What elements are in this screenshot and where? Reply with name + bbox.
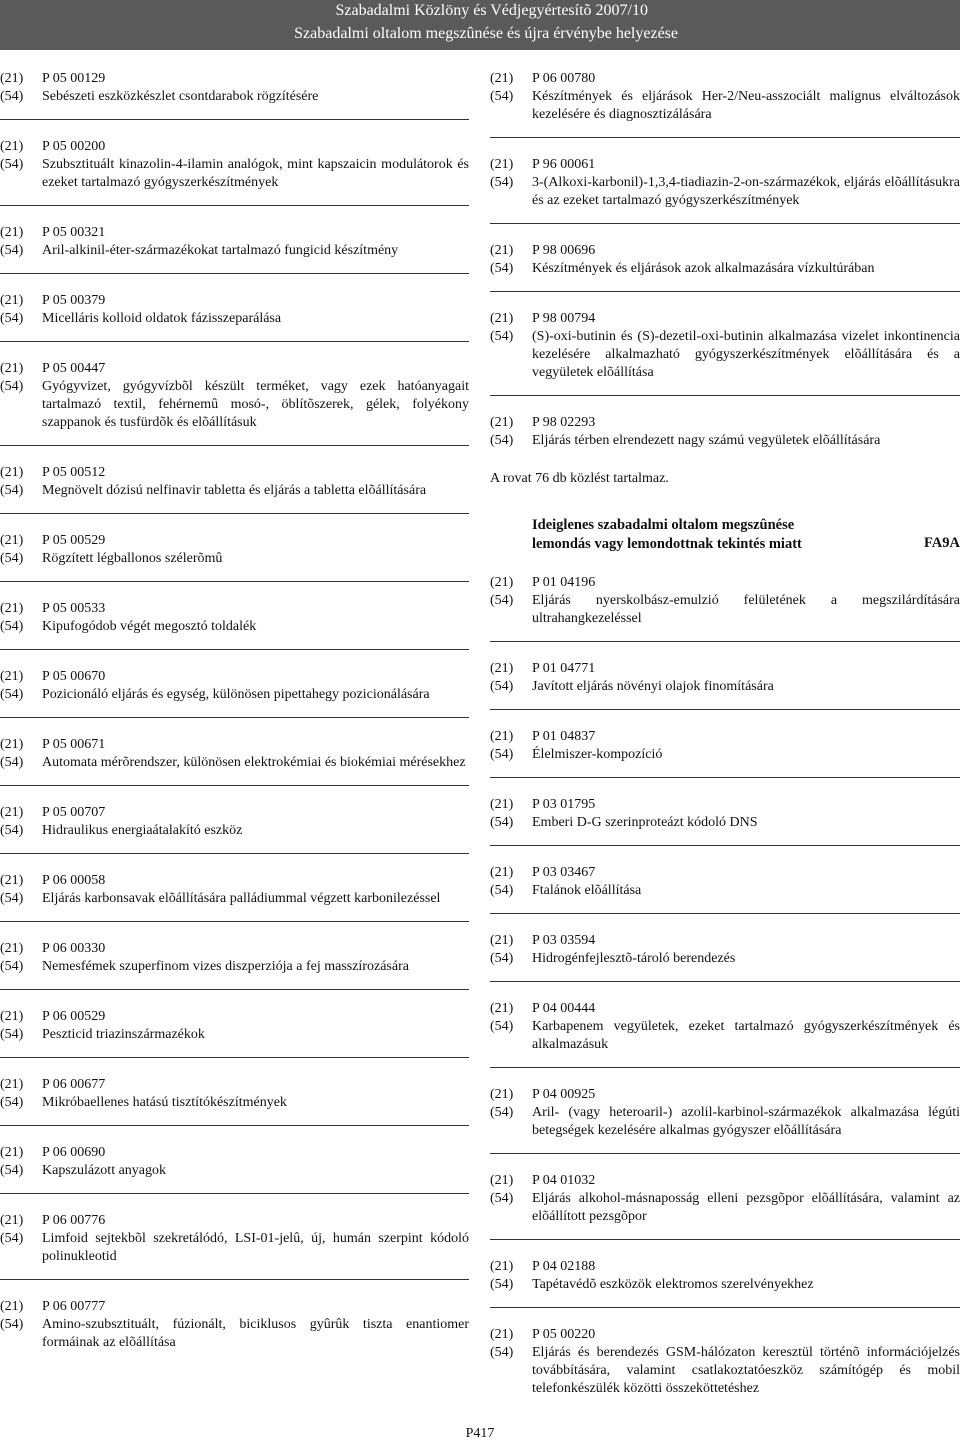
invention-title: Aril-alkinil-éter-származékokat tartalmazó fungicid készítmény <box>42 243 399 258</box>
entry-separator <box>0 785 469 786</box>
invention-title: Kipufogódob végét megosztó toldalék <box>42 619 257 634</box>
patent-entry <box>0 138 469 192</box>
subsection-header <box>490 516 960 554</box>
entry-title-line <box>490 1190 960 1226</box>
patent-entry <box>0 1212 469 1266</box>
entry-number-line <box>490 310 960 328</box>
entry-title-line <box>490 1276 960 1294</box>
application-number: P 05 00321 <box>42 225 106 240</box>
entry-title-line <box>490 260 960 278</box>
entry-number-line <box>0 872 469 890</box>
inid-code-21: (21) <box>0 1299 24 1314</box>
application-number: P 05 00671 <box>42 737 106 752</box>
entry-title-line <box>0 822 469 840</box>
page-header <box>0 0 960 50</box>
entry-number-line <box>490 242 960 260</box>
entry-number-line <box>0 1144 469 1162</box>
entry-title-line <box>0 618 469 636</box>
invention-title: Eljárás térben elrendezett nagy számú vegyületek elõállítására <box>532 433 881 448</box>
entry-number-line <box>490 70 960 88</box>
invention-title: Eljárás nyerskolbász-emulzió felületének a megszilárdítására ultrahangkezeléssel <box>532 593 960 626</box>
entry-separator <box>490 1153 960 1154</box>
application-number: P 05 00529 <box>42 533 106 548</box>
patent-entry <box>0 872 469 908</box>
inid-code-21: (21) <box>490 1087 514 1102</box>
invention-title: Aril- (vagy heteroaril-) azolil-karbinol-származékok alkalmazása légúti betegségek kezelésére alkalmas gyógyszer elõállítására <box>532 1105 960 1138</box>
entry-title-line <box>490 814 960 832</box>
entry-separator <box>490 641 960 642</box>
invention-title: Amino-szubsztituált, fúzionált, biciklusos gyûrûk tiszta enantiomer formáinak az elõállítása <box>42 1317 469 1350</box>
inid-code-54: (54) <box>490 175 514 190</box>
invention-title: Hidraulikus energiaátalakító eszköz <box>42 823 243 838</box>
entry-title-line <box>490 1344 960 1398</box>
application-number: P 01 04196 <box>532 575 596 590</box>
patent-entry <box>0 1144 469 1180</box>
patent-entry <box>0 532 469 568</box>
entry-title-line <box>490 882 960 900</box>
left-column <box>0 70 469 1372</box>
entry-number-line <box>490 156 960 174</box>
subsection-code: FA9A <box>924 535 960 551</box>
patent-entry <box>490 1172 960 1226</box>
application-number: P 03 03467 <box>532 865 596 880</box>
inid-code-21: (21) <box>490 157 514 172</box>
patent-entry <box>0 224 469 260</box>
entry-separator <box>490 395 960 396</box>
inid-code-54: (54) <box>490 329 514 344</box>
inid-code-54: (54) <box>0 1095 24 1110</box>
application-number: P 06 00780 <box>532 71 596 86</box>
entry-separator <box>0 341 469 342</box>
invention-title: Szubsztituált kinazolin-4-ilamin analógok, mint kapszaicin modulátorok és ezeket tartalmazó gyógyszerkészítmények <box>42 157 469 190</box>
application-number: P 05 00670 <box>42 669 106 684</box>
patent-entry <box>490 1086 960 1140</box>
patent-entry <box>0 940 469 976</box>
application-number: P 06 00058 <box>42 873 106 888</box>
entry-number-line <box>490 796 960 814</box>
invention-title: (S)-oxi-butinin és (S)-dezetil-oxi-butinin alkalmazása vizelet inkontinencia kezelésére alkalmazható gyógyszerkészítmények elõállítására és a vegyületek elõállítása <box>532 329 960 380</box>
application-number: P 96 00061 <box>532 157 596 172</box>
entry-title-line <box>0 156 469 192</box>
inid-code-21: (21) <box>0 601 24 616</box>
patent-entry <box>490 242 960 278</box>
inid-code-54: (54) <box>0 379 24 394</box>
entry-separator <box>490 137 960 138</box>
application-number: P 05 00200 <box>42 139 106 154</box>
application-number: P 06 00690 <box>42 1145 106 1160</box>
entry-number-line <box>0 224 469 242</box>
entry-title-line <box>0 686 469 704</box>
entry-number-line <box>0 668 469 686</box>
invention-title: Micelláris kolloid oldatok fázisszeparálása <box>42 311 282 326</box>
entry-number-line <box>0 1008 469 1026</box>
inid-code-21: (21) <box>0 873 24 888</box>
entry-separator <box>490 981 960 982</box>
application-number: P 98 00794 <box>532 311 596 326</box>
entry-number-line <box>490 1326 960 1344</box>
inid-code-54: (54) <box>0 959 24 974</box>
entry-number-line <box>490 660 960 678</box>
journal-title: Szabadalmi Közlöny és Védjegyértesítõ 2007/10 <box>335 2 648 19</box>
entry-separator <box>0 921 469 922</box>
entry-number-line <box>490 1172 960 1190</box>
entry-separator <box>0 1125 469 1126</box>
entry-title-line <box>0 242 469 260</box>
invention-title: Hidrogénfejlesztõ-tároló berendezés <box>532 951 736 966</box>
inid-code-21: (21) <box>0 225 24 240</box>
inid-code-21: (21) <box>490 311 514 326</box>
entry-separator <box>0 445 469 446</box>
invention-title: Készítmények és eljárások azok alkalmazására vízkultúrában <box>532 261 875 276</box>
inid-code-21: (21) <box>0 1009 24 1024</box>
patent-entry <box>490 660 960 696</box>
patent-entry <box>490 156 960 210</box>
inid-code-21: (21) <box>0 361 24 376</box>
subsection-title-line2: lemondás vagy lemondottnak tekintés miatt <box>532 536 802 552</box>
invention-title: Gyógyvizet, gyógyvízbõl készült terméket, vagy ezek hatóanyagait tartalmazó textil, fehérnemû mosó-, öblítõszerek, gélek, folyékony szappanok és tusfürdõk és elõállításuk <box>42 379 469 430</box>
entry-title-line <box>0 890 469 908</box>
inid-code-21: (21) <box>0 533 24 548</box>
patent-entry <box>0 736 469 772</box>
entry-separator <box>0 1193 469 1194</box>
entry-title-line <box>0 1316 469 1352</box>
entry-title-line <box>0 310 469 328</box>
inid-code-21: (21) <box>0 941 24 956</box>
entry-separator <box>0 1279 469 1280</box>
inid-code-21: (21) <box>0 71 24 86</box>
patent-entry <box>0 668 469 704</box>
entry-separator <box>490 291 960 292</box>
right-entries-bottom <box>490 574 960 1398</box>
page-number: P417 <box>465 1426 495 1441</box>
inid-code-21: (21) <box>490 865 514 880</box>
entry-separator <box>490 1067 960 1068</box>
entry-separator <box>490 913 960 914</box>
patent-entry <box>490 1326 960 1398</box>
entry-title-line <box>0 754 469 772</box>
invention-title: 3-(Alkoxi-karbonil)-1,3,4-tiadiazin-2-on-származékok, eljárás elõállításukra és az ezeket tartalmazó gyógyszerkészítmények <box>532 175 960 208</box>
patent-entry <box>490 1258 960 1294</box>
application-number: P 05 00707 <box>42 805 106 820</box>
inid-code-21: (21) <box>490 575 514 590</box>
right-column <box>490 70 960 1418</box>
inid-code-54: (54) <box>0 1317 24 1332</box>
inid-code-54: (54) <box>0 823 24 838</box>
entry-separator <box>0 513 469 514</box>
entry-separator <box>490 223 960 224</box>
application-number: P 06 00776 <box>42 1213 106 1228</box>
entry-separator <box>0 205 469 206</box>
inid-code-54: (54) <box>0 89 24 104</box>
inid-code-54: (54) <box>0 891 24 906</box>
inid-code-54: (54) <box>0 551 24 566</box>
application-number: P 06 00330 <box>42 941 106 956</box>
entry-number-line <box>0 292 469 310</box>
inid-code-54: (54) <box>0 311 24 326</box>
application-number: P 05 00533 <box>42 601 106 616</box>
invention-title: Kapszulázott anyagok <box>42 1163 167 1178</box>
inid-code-54: (54) <box>0 687 24 702</box>
subsection-title <box>490 516 924 554</box>
entry-number-line <box>490 414 960 432</box>
patent-entry <box>490 728 960 764</box>
application-number: P 05 00512 <box>42 465 106 480</box>
invention-title: Eljárás és berendezés GSM-hálózaton keresztül történõ információjelzés továbbítására, valamint csatlakoztatóeszköz számítógép és mobil telefonkészülék közötti összeköttetéshez <box>532 1345 960 1396</box>
application-number: P 01 04837 <box>532 729 596 744</box>
entry-number-line <box>490 728 960 746</box>
entry-title-line <box>490 950 960 968</box>
invention-title: Nemesfémek szuperfinom vizes diszperziója a fej masszírozására <box>42 959 409 974</box>
entry-separator <box>0 989 469 990</box>
section-heading: Szabadalmi oltalom megszûnése és újra érvénybe helyezése <box>294 25 678 42</box>
inid-code-54: (54) <box>490 1277 514 1292</box>
patent-entry <box>0 464 469 500</box>
entry-separator <box>490 1307 960 1308</box>
invention-title: Eljárás karbonsavak elõállítására palládiummal végzett karbonilezéssel <box>42 891 441 906</box>
application-number: P 04 00444 <box>532 1001 596 1016</box>
subsection-title-line1: Ideiglenes szabadalmi oltalom megszûnése <box>532 517 795 533</box>
inid-code-21: (21) <box>490 729 514 744</box>
entry-separator <box>0 581 469 582</box>
section-note: A rovat 76 db közlést tartalmaz. <box>490 471 669 486</box>
entry-title-line <box>0 958 469 976</box>
inid-code-54: (54) <box>490 679 514 694</box>
patent-entry <box>0 600 469 636</box>
patent-entry <box>490 414 960 450</box>
invention-title: Készítmények és eljárások Her-2/Neu-asszociált malignus elváltozások kezelésére és diagnosztizálására <box>532 89 960 122</box>
patent-entry <box>490 796 960 832</box>
inid-code-21: (21) <box>490 1327 514 1342</box>
entry-separator <box>0 717 469 718</box>
invention-title: Eljárás alkohol-másnaposság elleni pezsgõpor elõállítására, valamint az elõállított pezsgõpor <box>532 1191 960 1224</box>
inid-code-21: (21) <box>0 805 24 820</box>
entry-title-line <box>490 432 960 450</box>
invention-title: Karbapenem vegyületek, ezeket tartalmazó gyógyszerkészítmények és alkalmazásuk <box>532 1019 960 1052</box>
inid-code-54: (54) <box>0 755 24 770</box>
entry-number-line <box>490 1258 960 1276</box>
invention-title: Mikróbaellenes hatású tisztítókészítmények <box>42 1095 287 1110</box>
entry-title-line <box>490 678 960 696</box>
entry-number-line <box>490 574 960 592</box>
entry-number-line <box>0 804 469 822</box>
entry-number-line <box>0 532 469 550</box>
inid-code-54: (54) <box>0 1231 24 1246</box>
invention-title: Élelmiszer-kompozíció <box>532 747 663 762</box>
entry-number-line <box>0 1076 469 1094</box>
inid-code-21: (21) <box>490 933 514 948</box>
inid-code-54: (54) <box>490 747 514 762</box>
entry-title-line <box>490 88 960 124</box>
invention-title: Javított eljárás növényi olajok finomítására <box>532 679 774 694</box>
inid-code-21: (21) <box>0 1145 24 1160</box>
entry-number-line <box>0 736 469 754</box>
entry-title-line <box>0 88 469 106</box>
inid-code-21: (21) <box>490 661 514 676</box>
inid-code-54: (54) <box>490 261 514 276</box>
inid-code-54: (54) <box>0 483 24 498</box>
inid-code-54: (54) <box>0 157 24 172</box>
entry-title-line <box>0 482 469 500</box>
inid-code-54: (54) <box>0 1163 24 1178</box>
inid-code-21: (21) <box>0 737 24 752</box>
entry-number-line <box>0 940 469 958</box>
application-number: P 05 00220 <box>532 1327 596 1342</box>
invention-title: Tapétavédõ eszközök elektromos szerelvényekhez <box>532 1277 814 1292</box>
inid-code-21: (21) <box>490 415 514 430</box>
entry-number-line <box>0 360 469 378</box>
inid-code-21: (21) <box>0 465 24 480</box>
entry-number-line <box>490 1086 960 1104</box>
inid-code-54: (54) <box>490 1019 514 1034</box>
application-number: P 05 00379 <box>42 293 106 308</box>
entry-number-line <box>0 464 469 482</box>
entry-separator <box>0 273 469 274</box>
application-number: P 98 02293 <box>532 415 596 430</box>
inid-code-54: (54) <box>490 1105 514 1120</box>
inid-code-54: (54) <box>0 243 24 258</box>
inid-code-54: (54) <box>0 619 24 634</box>
inid-code-54: (54) <box>490 883 514 898</box>
invention-title: Megnövelt dózisú nelfinavir tabletta és eljárás a tabletta elõállítására <box>42 483 427 498</box>
right-entries-top <box>490 70 960 450</box>
entry-number-line <box>0 1212 469 1230</box>
patent-entry <box>0 1076 469 1112</box>
entry-title-line <box>0 550 469 568</box>
entry-number-line <box>490 864 960 882</box>
application-number: P 04 01032 <box>532 1173 596 1188</box>
inid-code-54: (54) <box>490 815 514 830</box>
inid-code-54: (54) <box>490 89 514 104</box>
entry-number-line <box>0 1298 469 1316</box>
application-number: P 04 02188 <box>532 1259 596 1274</box>
inid-code-21: (21) <box>490 243 514 258</box>
entry-separator <box>490 777 960 778</box>
application-number: P 06 00677 <box>42 1077 106 1092</box>
entry-title-line <box>490 328 960 382</box>
entry-number-line <box>0 138 469 156</box>
inid-code-54: (54) <box>490 1191 514 1206</box>
invention-title: Rögzített légballonos szélerõmû <box>42 551 223 566</box>
patent-entry <box>0 70 469 106</box>
inid-code-54: (54) <box>490 433 514 448</box>
application-number: P 03 03594 <box>532 933 596 948</box>
patent-entry <box>490 932 960 968</box>
inid-code-21: (21) <box>0 1213 24 1228</box>
entry-title-line <box>490 1104 960 1140</box>
entry-separator <box>490 709 960 710</box>
inid-code-21: (21) <box>0 293 24 308</box>
inid-code-21: (21) <box>0 139 24 154</box>
application-number: P 06 00777 <box>42 1299 106 1314</box>
inid-code-54: (54) <box>0 1027 24 1042</box>
application-number: P 05 00129 <box>42 71 106 86</box>
inid-code-21: (21) <box>490 1259 514 1274</box>
patent-entry <box>490 574 960 628</box>
entry-number-line <box>0 70 469 88</box>
inid-code-21: (21) <box>490 1001 514 1016</box>
application-number: P 03 01795 <box>532 797 596 812</box>
invention-title: Limfoid sejtekbõl szekretálódó, LSI-01-jelû, új, humán szerpint kódoló polinukleotid <box>42 1231 469 1264</box>
patent-entry <box>0 292 469 328</box>
application-number: P 98 00696 <box>532 243 596 258</box>
patent-entry <box>0 1298 469 1352</box>
entry-title-line <box>0 378 469 432</box>
application-number: P 05 00447 <box>42 361 106 376</box>
invention-title: Pozicionáló eljárás és egység, különösen pipettahegy pozicionálására <box>42 687 430 702</box>
invention-title: Emberi D-G szerinproteázt kódoló DNS <box>532 815 758 830</box>
patent-entry <box>0 804 469 840</box>
entry-title-line <box>490 1018 960 1054</box>
inid-code-21: (21) <box>490 1173 514 1188</box>
entry-title-line <box>490 746 960 764</box>
entry-title-line <box>0 1026 469 1044</box>
patent-entry <box>0 360 469 432</box>
inid-code-54: (54) <box>490 951 514 966</box>
inid-code-21: (21) <box>490 797 514 812</box>
application-number: P 04 00925 <box>532 1087 596 1102</box>
entry-title-line <box>0 1230 469 1266</box>
entry-number-line <box>490 932 960 950</box>
entry-separator <box>490 845 960 846</box>
patent-entry <box>490 310 960 382</box>
patent-entry <box>490 864 960 900</box>
entry-number-line <box>0 600 469 618</box>
invention-title: Ftalánok elõállítása <box>532 883 642 898</box>
entry-separator <box>0 649 469 650</box>
patent-entry <box>490 1000 960 1054</box>
entry-title-line <box>490 174 960 210</box>
invention-title: Peszticid triazinszármazékok <box>42 1027 205 1042</box>
invention-title: Sebészeti eszközkészlet csontdarabok rögzítésére <box>42 89 319 104</box>
inid-code-54: (54) <box>490 593 514 608</box>
patent-entry <box>490 70 960 124</box>
entry-separator <box>0 853 469 854</box>
invention-title: Automata mérõrendszer, különösen elektrokémiai és biokémiai mérésekhez <box>42 755 466 770</box>
inid-code-21: (21) <box>490 71 514 86</box>
entry-title-line <box>0 1162 469 1180</box>
entry-title-line <box>0 1094 469 1112</box>
entry-number-line <box>490 1000 960 1018</box>
entry-title-line <box>490 592 960 628</box>
inid-code-54: (54) <box>490 1345 514 1360</box>
entry-separator <box>490 1239 960 1240</box>
application-number: P 01 04771 <box>532 661 596 676</box>
entry-separator <box>0 119 469 120</box>
entry-separator <box>0 1057 469 1058</box>
inid-code-21: (21) <box>0 669 24 684</box>
inid-code-21: (21) <box>0 1077 24 1092</box>
patent-entry <box>0 1008 469 1044</box>
application-number: P 06 00529 <box>42 1009 106 1024</box>
